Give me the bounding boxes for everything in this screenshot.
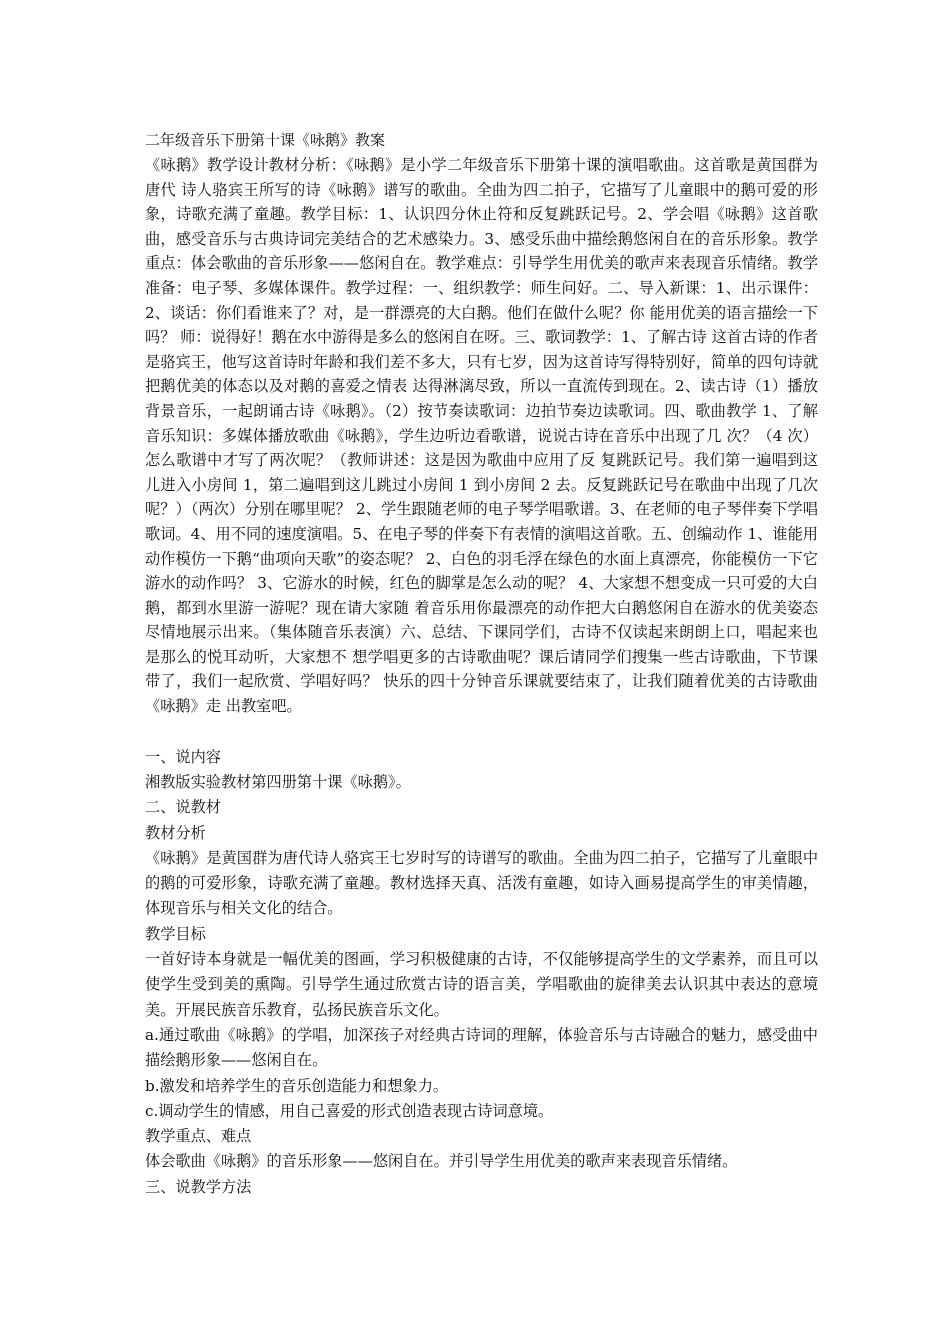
section1-text: 湘教版实验教材第四册第十课《咏鹅》。 [145,772,411,791]
document-title: 二年级音乐下册第十课《咏鹅》教案 [145,131,386,149]
intro-paragraph: 《咏鹅》教学设计教材分析：《咏鹅》是小学二年级音乐下册第十课的演唱歌曲。这首歌是黄国群为唐代 诗人骆宾王所写的诗《咏鹅》谱写的歌曲。全曲为四二拍子，它描写了儿童眼中的鹅可爱的形象，诗歌充满了童趣。教学目标：1、认识四分休止符和反复跳跃记号。2、学会唱《咏鹅》这首歌曲，感受音乐与古典诗词完美结合的艺术感染力。3、感受乐曲中描绘鹅悠闲自在的音乐形象。教学重点：体会歌曲的音乐形象——悠闲自在。教学难点：引导学生用优美的歌声来表现音乐情绪。教学准备：电子琴、多媒体课件。教学过程：一、组织教学：师生问好。二、导入新课：1、出示课件：2、谈话：你们看谁来了？对，是一群漂亮的大白鹅。他们在做什么呢？你 能用优美的语言描绘一下吗？ 师：说得好！鹅在水中游得是多么的悠闲自在呀。三、歌词教学：1、了解古诗 这首古诗的作者是骆宾王，他写这首诗时年龄和我们差不多大，只有七岁，因为这首诗写得特别好，简单的四句诗就把鹅优美的体态以及对鹅的喜爱之情表 达得淋漓尽致，所以一直流传到现在。2、读古诗（1）播放背景音乐，一起朗诵古诗《咏鹅》。（2）按节奏读歌词：边拍节奏边读歌词。四、歌曲教学 1、了解音乐知识：多媒体播放歌曲《咏鹅》，学生边听边看歌谱，说说古诗在音乐中出现了几 次？（4 次）怎么歌谱中才写了两次呢？（教师讲述：这是因为歌曲中应用了反 复跳跃记号。我们第一遍唱到这儿进入小房间 1，第二遍唱到这儿跳过小房间 1 到小房间 2 去。反复跳跃记号在歌曲中出现了几次呢？）（两次）分别在哪里呢？ 2、学生跟随老师的电子琴学唱歌谱。3、在老师的电子琴伴奏下学唱歌词。4、用不同的速度演唱。5、在电子琴的伴奏下有表情的演唱这首歌。五、创编动作 1、谁能用动作模仿一下鹅“曲项向天歌”的姿态呢？ 2、白色的羽毛浮在绿色的水面上真漂亮，你能模仿一下它游水的动作吗？ 3、它游水的时候，红色的脚掌是怎么动的呢？ 4、大家想不想变成一只可爱的大白鹅，都到水里游一游呢？现在请大家随 着音乐用你最漂亮的动作把大白鹅悠闲自在游水的优美姿态尽情地展示出来。（集体随音乐表演）六、总结、下课同学们，古诗不仅读起来朗朗上口，唱起来也是那么的悦耳动听，大家想不 想学唱更多的古诗歌曲呢？课后请同学们搜集一些古诗歌曲，下节课带了，我们一起欣赏、学唱好吗？ 快乐的四十分钟音乐课就要结束了，让我们随着优美的古诗歌曲《咏鹅》走 出教室吧。 [145,156,818,716]
goals-text: 一首好诗本身就是一幅优美的图画，学习积极健康的古诗，不仅能够提高学生的文学素养，而且可以使学生受到美的熏陶。引导学生通过欣赏古诗的语言美，学唱歌曲的旋律美去认识其中表达的意境美。开展民族音乐教育，弘扬民族音乐文化。 [145,950,818,1019]
analysis-text: 《咏鹅》是黄国群为唐代诗人骆宾王七岁时写的诗谱写的歌曲。全曲为四二拍子，它描写了儿童眼中的鹅的可爱形象，诗歌充满了童趣。教材选择天真、活泼有童趣，如诗入画易提高学生的审美情趣，体现音乐与相关文化的结合。 [145,848,818,918]
key-heading: 教学重点、难点 [145,1127,252,1146]
goal-a: a.通过歌曲《咏鹅》的学唱，加深孩子对经典古诗词的理解，体验音乐与古诗融合的魅力，感受曲中描绘鹅形象——悠闲自在。 [145,1025,818,1070]
paragraph-gap [145,719,818,745]
section1-heading: 一、说内容 [145,747,221,766]
analysis-heading: 教材分析 [145,823,206,842]
key-text: 体会歌曲《咏鹅》的音乐形象——悠闲自在。并引导学生用优美的歌声来表现音乐情绪。 [145,1152,738,1171]
section2-heading: 二、说教材 [145,798,221,817]
section3-heading: 三、说教学方法 [145,1177,252,1196]
goal-b: b.激发和培养学生的音乐创造能力和想象力。 [145,1076,449,1095]
goals-heading: 教学目标 [145,924,206,943]
goal-c: c.调动学生的情感，用自己喜爱的形式创造表现古诗词意境。 [145,1101,554,1120]
